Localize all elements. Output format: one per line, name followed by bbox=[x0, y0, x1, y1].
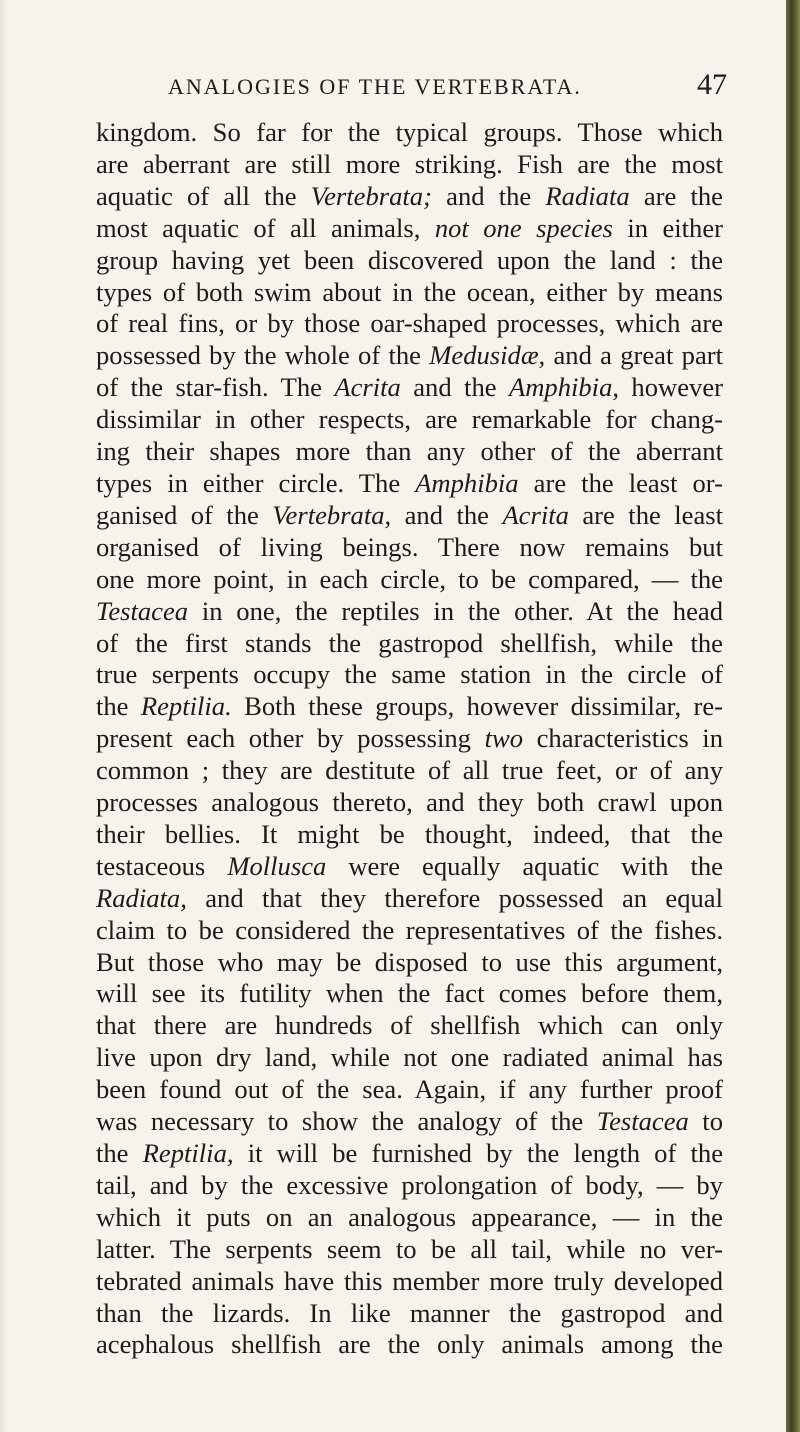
text-run: tail, and by the excessive prolongation of body, — by bbox=[96, 1169, 723, 1200]
text-line bbox=[96, 628, 723, 660]
italic-term: two bbox=[484, 723, 523, 754]
text-run: possessed by the whole of the bbox=[96, 340, 430, 371]
text-run: which it puts on an analogous appearance, — in the bbox=[96, 1201, 723, 1232]
text-line bbox=[96, 308, 723, 340]
italic-term: Radiata, bbox=[96, 882, 187, 913]
text-line bbox=[96, 340, 723, 372]
text-run: it will be furnished by the length of the bbox=[233, 1138, 723, 1168]
text-line bbox=[96, 851, 723, 883]
text-run: ing their shapes more than any other of the aberrant bbox=[96, 436, 723, 467]
text-run: and the bbox=[431, 180, 546, 211]
text-line bbox=[96, 596, 723, 628]
text-run: organised of living beings. There now remains but bbox=[96, 531, 723, 562]
text-line bbox=[96, 819, 723, 851]
italic-term: Testacea bbox=[96, 595, 189, 626]
text-run: and that they therefore possessed an equal bbox=[186, 882, 723, 913]
text-line bbox=[96, 149, 723, 181]
page-gutter-shadow bbox=[0, 0, 8, 1432]
italic-term: Reptilia, bbox=[142, 1138, 234, 1168]
text-line bbox=[96, 468, 723, 500]
text-line bbox=[96, 213, 723, 245]
body-text bbox=[96, 117, 723, 1361]
text-line bbox=[96, 245, 723, 277]
text-run: acephalous shellfish are the only animals among the bbox=[96, 1329, 723, 1360]
text-run: of the star-fish. The bbox=[96, 372, 335, 403]
text-run: claim to be considered the representatives of the fishes. bbox=[96, 914, 723, 945]
italic-term: Medusidæ, bbox=[429, 340, 546, 371]
text-run: latter. The serpents seem to be all tail, while no ver- bbox=[96, 1233, 723, 1264]
text-line bbox=[96, 181, 723, 213]
text-run: to bbox=[688, 1106, 723, 1137]
italic-term: Acrita bbox=[334, 372, 401, 403]
italic-term: Radiata bbox=[545, 180, 630, 211]
text-run: characteristics in bbox=[523, 723, 723, 754]
text-run: was necessary to show the analogy of the bbox=[96, 1106, 597, 1137]
italic-term: Amphibia bbox=[415, 467, 519, 498]
text-line bbox=[96, 1138, 723, 1170]
text-run: that there are hundreds of shellfish which can only bbox=[96, 1010, 723, 1041]
page-edge-binding bbox=[786, 0, 800, 1432]
text-line bbox=[96, 1298, 723, 1330]
text-run: were equally aquatic with the bbox=[326, 850, 723, 881]
text-run: been found out of the sea. Again, if any further proof bbox=[96, 1074, 723, 1105]
text-line bbox=[96, 564, 723, 596]
text-run: one more point, in each circle, to be compared, — the bbox=[96, 563, 723, 594]
text-line bbox=[96, 1202, 723, 1234]
text-run: true serpents occupy the same station in the circle of bbox=[96, 659, 723, 690]
text-run: are the least or- bbox=[518, 467, 723, 498]
text-line bbox=[96, 1074, 723, 1106]
text-run: the bbox=[96, 1138, 143, 1168]
text-run: their bellies. It might be thought, indeed, that the bbox=[96, 818, 723, 849]
text-run: the bbox=[96, 691, 141, 722]
text-line bbox=[96, 691, 723, 723]
text-run: and the bbox=[400, 372, 509, 403]
text-line bbox=[96, 1010, 723, 1042]
text-run: live upon dry land, while not one radiated animal has bbox=[96, 1042, 723, 1073]
text-line bbox=[96, 787, 723, 819]
text-run: group having yet been discovered upon the land : the bbox=[96, 244, 723, 275]
text-run: however bbox=[619, 372, 723, 403]
text-run: But those who may be disposed to use this argument, bbox=[96, 946, 723, 977]
text-run: Both these groups, however dissimilar, re- bbox=[231, 691, 723, 722]
text-run: ganised of the bbox=[96, 499, 273, 530]
italic-term: not one species bbox=[434, 212, 613, 243]
text-run: and the bbox=[391, 499, 503, 530]
text-line bbox=[96, 277, 723, 309]
text-run: processes analogous thereto, and they both crawl upon bbox=[96, 787, 723, 818]
text-run: types in either circle. The bbox=[96, 467, 416, 498]
italic-term: Mollusca bbox=[227, 850, 327, 881]
italic-term: Testacea bbox=[596, 1106, 689, 1137]
italic-term: Reptilia. bbox=[140, 691, 232, 722]
text-line bbox=[96, 1042, 723, 1074]
text-line bbox=[96, 723, 723, 755]
italic-term: Acrita bbox=[502, 499, 569, 530]
text-line bbox=[96, 404, 723, 436]
text-run: testaceous bbox=[96, 850, 228, 881]
text-run: tebrated animals have this member more truly developed bbox=[96, 1265, 723, 1296]
text-line bbox=[96, 1234, 723, 1266]
text-line bbox=[96, 947, 723, 979]
text-line bbox=[96, 659, 723, 691]
text-run: dissimilar in other respects, are remarkable for chang- bbox=[96, 404, 723, 435]
text-run: in one, the reptiles in the other. At the head bbox=[188, 595, 723, 626]
text-line bbox=[96, 1329, 723, 1361]
page-header bbox=[0, 68, 800, 114]
text-run: of real fins, or by those oar-shaped processes, which are bbox=[96, 308, 723, 339]
text-line bbox=[96, 117, 723, 149]
text-run: are aberrant are still more striking. Fish are the most bbox=[96, 148, 723, 179]
running-head: ANALOGIES OF THE VERTEBRATA. bbox=[168, 74, 582, 99]
text-run: of the first stands the gastropod shellfish, while the bbox=[96, 627, 723, 658]
text-line bbox=[96, 1106, 723, 1138]
italic-term: Vertebrata, bbox=[272, 499, 392, 530]
text-line bbox=[96, 500, 723, 532]
italic-term: Vertebrata; bbox=[310, 180, 432, 211]
italic-term: Amphibia, bbox=[508, 372, 620, 403]
text-line bbox=[96, 915, 723, 947]
text-line bbox=[96, 978, 723, 1010]
text-run: in either bbox=[612, 212, 723, 243]
text-run: most aquatic of all animals, bbox=[96, 212, 435, 243]
page-number: 47 bbox=[697, 68, 727, 101]
text-line bbox=[96, 532, 723, 564]
text-line bbox=[96, 755, 723, 787]
text-run: common ; they are destitute of all true feet, or of any bbox=[96, 755, 723, 786]
text-line bbox=[96, 1170, 723, 1202]
text-run: are the least bbox=[568, 499, 723, 530]
text-line bbox=[96, 372, 723, 404]
text-run: types of both swim about in the ocean, either by means bbox=[96, 276, 723, 307]
text-run: and a great part bbox=[545, 340, 723, 371]
text-run: will see its futility when the fact comes before them, bbox=[96, 978, 723, 1009]
text-line bbox=[96, 1266, 723, 1298]
text-run: aquatic of all the bbox=[96, 180, 311, 211]
text-run: than the lizards. In like manner the gastropod and bbox=[96, 1297, 723, 1328]
text-line bbox=[96, 883, 723, 915]
text-run: present each other by possessing bbox=[96, 723, 485, 754]
text-run: kingdom. So far for the typical groups. Those which bbox=[96, 117, 723, 147]
text-line bbox=[96, 436, 723, 468]
text-run: are the bbox=[629, 180, 723, 211]
